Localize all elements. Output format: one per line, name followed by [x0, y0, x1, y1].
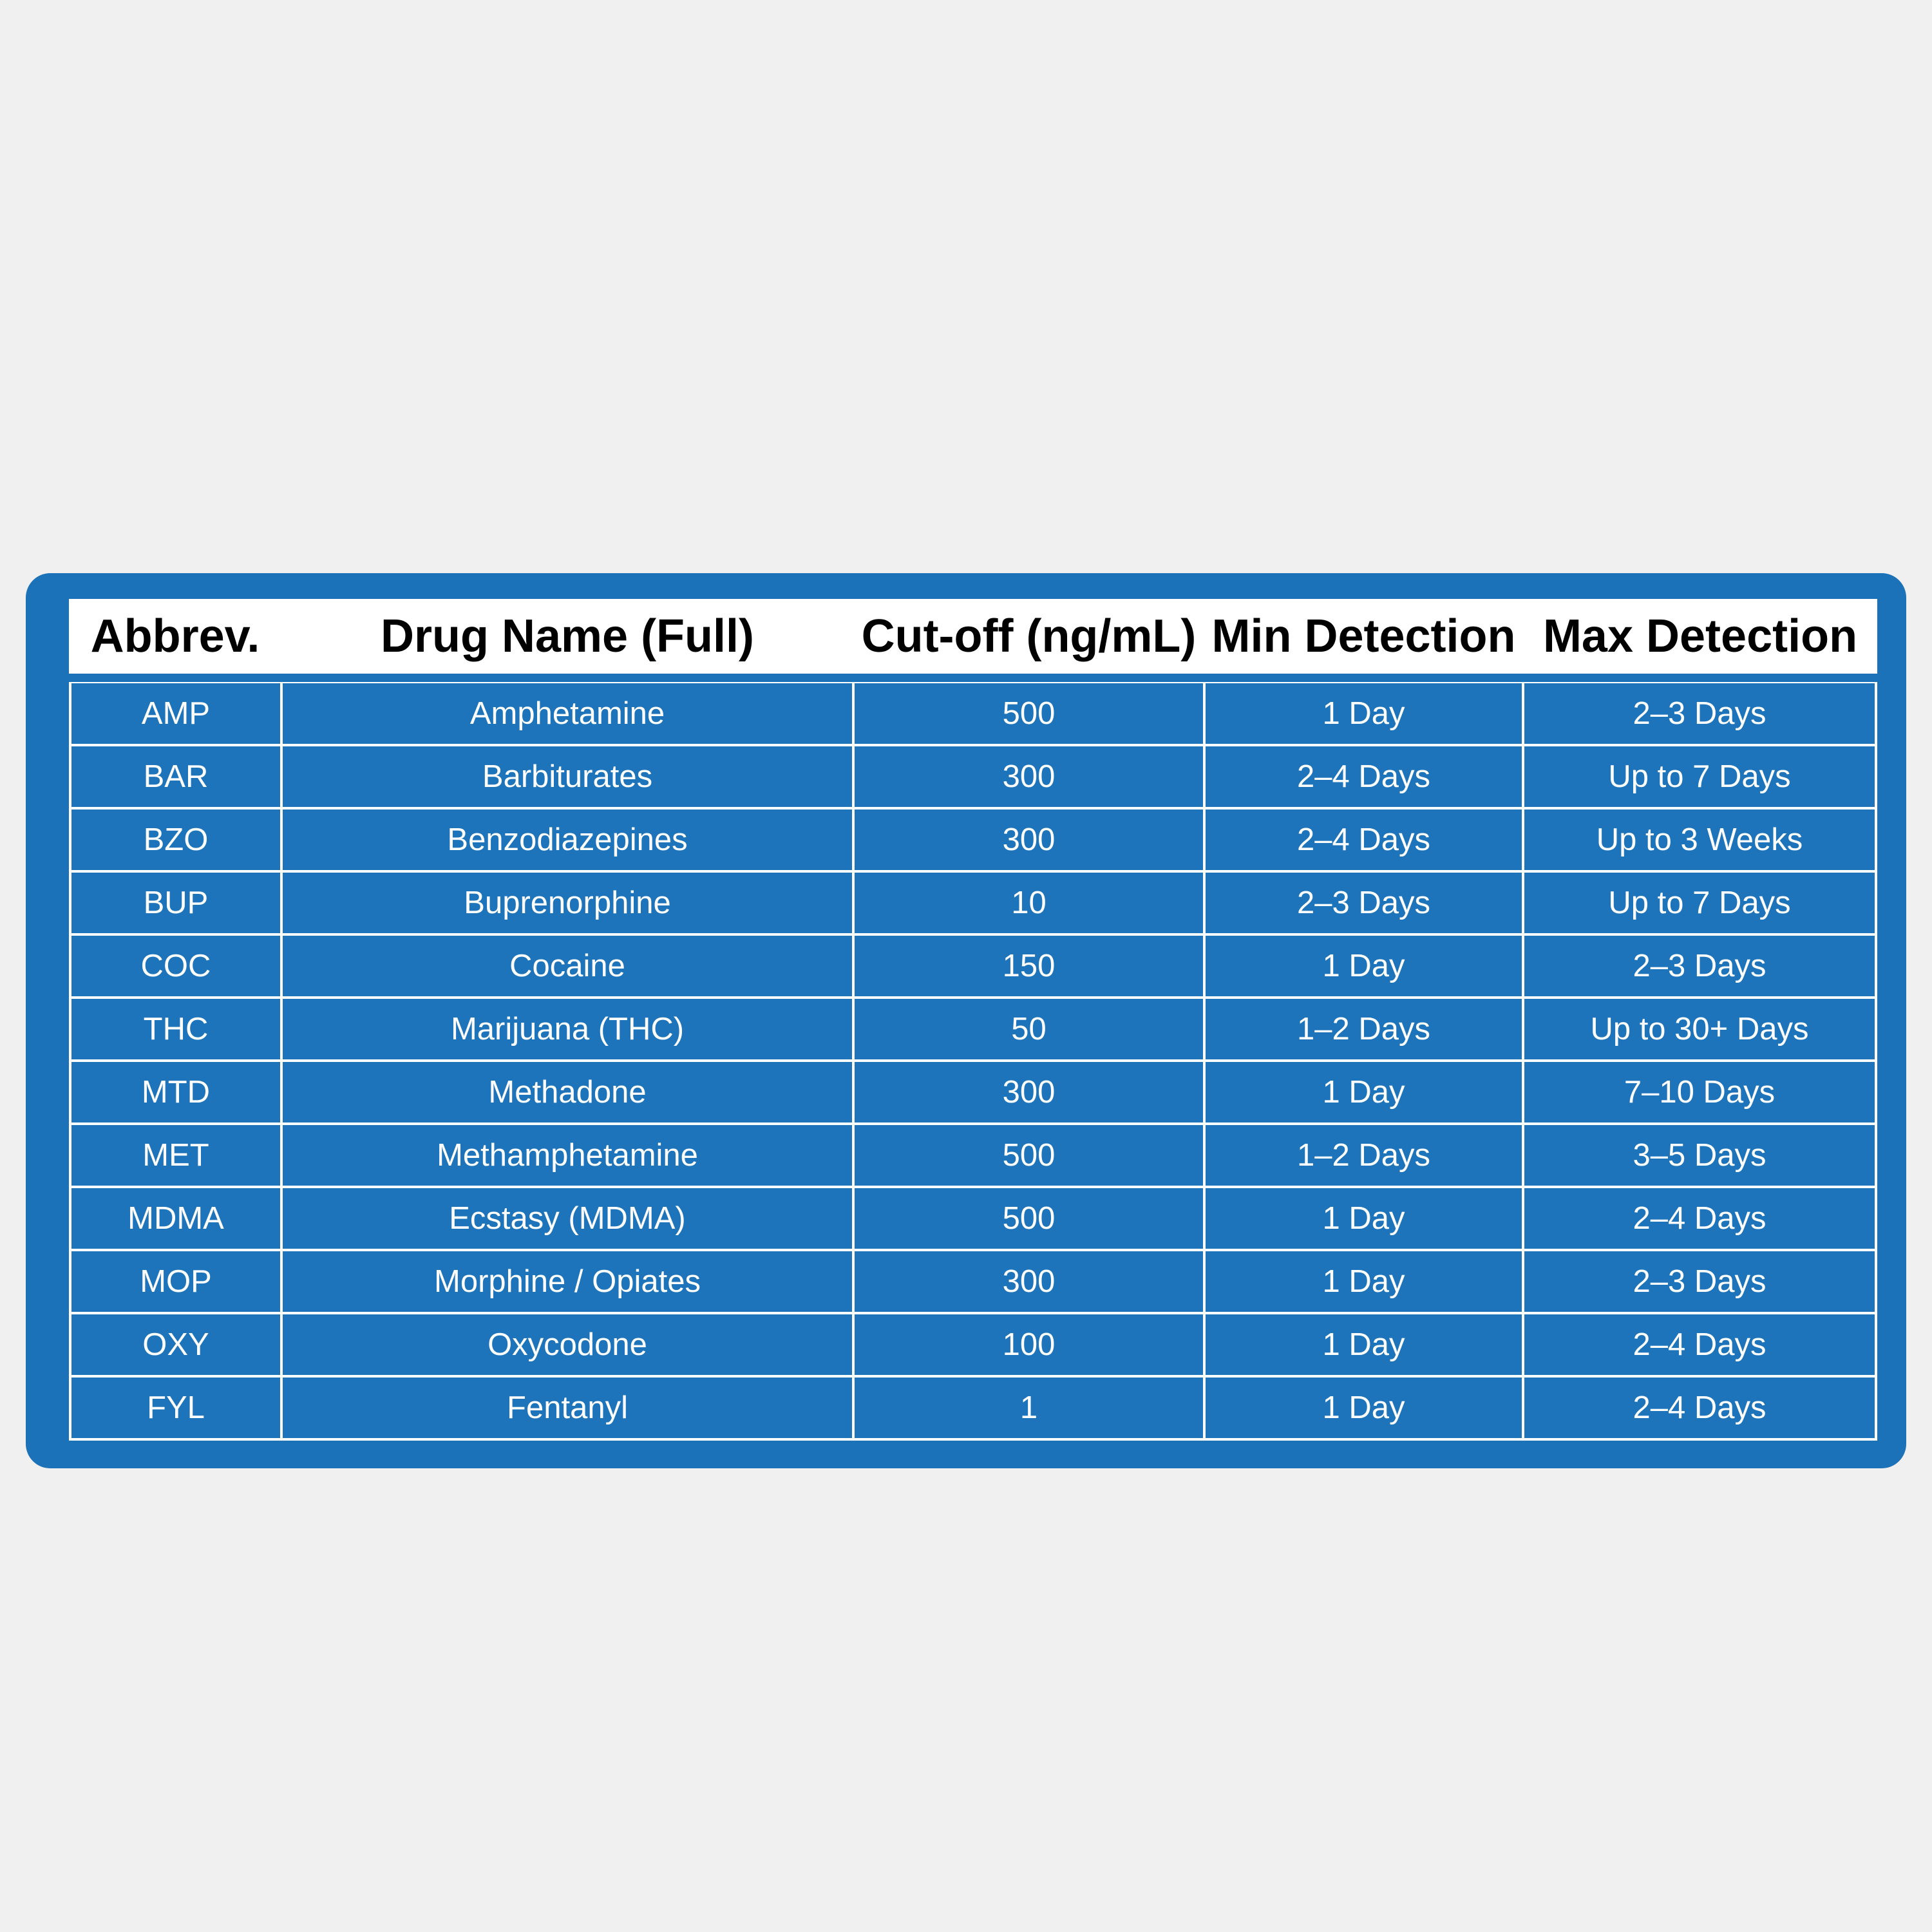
- cell-max-detection: Up to 7 Days: [1523, 745, 1877, 808]
- column-header-cutoff: Cut-off (ng/mL): [853, 599, 1204, 682]
- cell-abbrev: MET: [69, 1124, 281, 1187]
- table-row: [69, 1376, 1877, 1441]
- cell-min-detection: 1 Day: [1204, 1250, 1523, 1313]
- table-row: [69, 998, 1877, 1061]
- cell-cutoff: 1: [853, 1376, 1204, 1441]
- table-row: [69, 745, 1877, 808]
- cell-min-detection: 1 Day: [1204, 934, 1523, 998]
- table-row: [69, 871, 1877, 934]
- cell-cutoff: 300: [853, 745, 1204, 808]
- cell-drug-name: Amphetamine: [281, 682, 853, 745]
- cell-cutoff: 100: [853, 1313, 1204, 1376]
- cell-drug-name: Barbiturates: [281, 745, 853, 808]
- cell-drug-name: Marijuana (THC): [281, 998, 853, 1061]
- cell-abbrev: FYL: [69, 1376, 281, 1441]
- cell-max-detection: 2–3 Days: [1523, 1250, 1877, 1313]
- cell-max-detection: 2–4 Days: [1523, 1376, 1877, 1441]
- drug-detection-table: [69, 599, 1877, 1441]
- cell-min-detection: 2–3 Days: [1204, 871, 1523, 934]
- cell-abbrev: AMP: [69, 682, 281, 745]
- cell-abbrev: BAR: [69, 745, 281, 808]
- table-row: [69, 1250, 1877, 1313]
- cell-abbrev: COC: [69, 934, 281, 998]
- cell-abbrev: OXY: [69, 1313, 281, 1376]
- cell-min-detection: 1 Day: [1204, 682, 1523, 745]
- drug-table-panel: [26, 573, 1906, 1468]
- cell-max-detection: 2–4 Days: [1523, 1313, 1877, 1376]
- cell-min-detection: 1 Day: [1204, 1061, 1523, 1124]
- cell-abbrev: BUP: [69, 871, 281, 934]
- cell-cutoff: 300: [853, 1250, 1204, 1313]
- cell-min-detection: 2–4 Days: [1204, 808, 1523, 871]
- cell-drug-name: Methamphetamine: [281, 1124, 853, 1187]
- cell-cutoff: 50: [853, 998, 1204, 1061]
- cell-drug-name: Benzodiazepines: [281, 808, 853, 871]
- table-header-row: [69, 599, 1877, 682]
- cell-cutoff: 300: [853, 808, 1204, 871]
- cell-max-detection: 2–3 Days: [1523, 682, 1877, 745]
- cell-abbrev: BZO: [69, 808, 281, 871]
- cell-min-detection: 1–2 Days: [1204, 998, 1523, 1061]
- column-header-min-detection: Min Detection: [1204, 599, 1523, 682]
- cell-min-detection: 2–4 Days: [1204, 745, 1523, 808]
- cell-drug-name: Methadone: [281, 1061, 853, 1124]
- cell-max-detection: Up to 3 Weeks: [1523, 808, 1877, 871]
- cell-min-detection: 1 Day: [1204, 1376, 1523, 1441]
- cell-cutoff: 500: [853, 1187, 1204, 1250]
- cell-drug-name: Oxycodone: [281, 1313, 853, 1376]
- table-row: [69, 1187, 1877, 1250]
- cell-max-detection: Up to 30+ Days: [1523, 998, 1877, 1061]
- column-header-abbrev: Abbrev.: [69, 599, 281, 682]
- cell-drug-name: Fentanyl: [281, 1376, 853, 1441]
- cell-max-detection: Up to 7 Days: [1523, 871, 1877, 934]
- column-header-drug-name: Drug Name (Full): [281, 599, 853, 682]
- cell-cutoff: 500: [853, 682, 1204, 745]
- cell-drug-name: Cocaine: [281, 934, 853, 998]
- cell-cutoff: 300: [853, 1061, 1204, 1124]
- cell-abbrev: MOP: [69, 1250, 281, 1313]
- cell-abbrev: MTD: [69, 1061, 281, 1124]
- cell-drug-name: Morphine / Opiates: [281, 1250, 853, 1313]
- table-row: [69, 934, 1877, 998]
- table-row: [69, 808, 1877, 871]
- cell-drug-name: Ecstasy (MDMA): [281, 1187, 853, 1250]
- cell-abbrev: THC: [69, 998, 281, 1061]
- table-row: [69, 1124, 1877, 1187]
- table-row: [69, 1061, 1877, 1124]
- column-header-max-detection: Max Detection: [1523, 599, 1877, 682]
- cell-max-detection: 2–3 Days: [1523, 934, 1877, 998]
- cell-min-detection: 1 Day: [1204, 1313, 1523, 1376]
- cell-max-detection: 7–10 Days: [1523, 1061, 1877, 1124]
- cell-cutoff: 150: [853, 934, 1204, 998]
- cell-drug-name: Buprenorphine: [281, 871, 853, 934]
- cell-min-detection: 1–2 Days: [1204, 1124, 1523, 1187]
- cell-abbrev: MDMA: [69, 1187, 281, 1250]
- table-row: [69, 682, 1877, 745]
- cell-max-detection: 2–4 Days: [1523, 1187, 1877, 1250]
- table-body: [69, 682, 1877, 1441]
- cell-max-detection: 3–5 Days: [1523, 1124, 1877, 1187]
- cell-cutoff: 10: [853, 871, 1204, 934]
- cell-cutoff: 500: [853, 1124, 1204, 1187]
- table-row: [69, 1313, 1877, 1376]
- cell-min-detection: 1 Day: [1204, 1187, 1523, 1250]
